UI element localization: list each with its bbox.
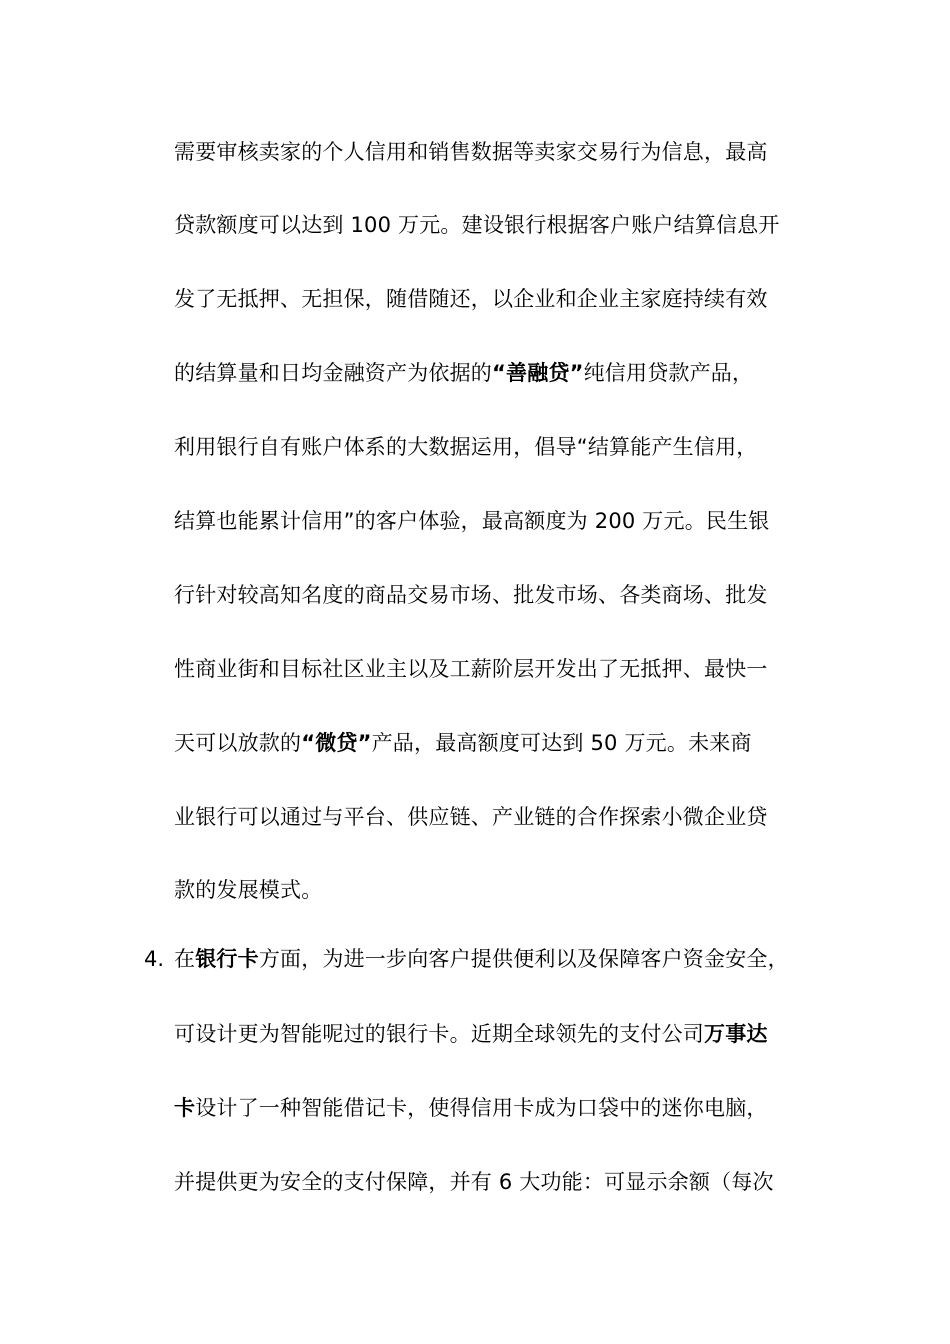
text-run: 贷款额度可以达到 100 万元。建设银行根据客户账户结算信息开 bbox=[174, 213, 780, 237]
text-run: 纯信用贷款产品， bbox=[583, 361, 754, 385]
text-run: 需要审核卖家的个人信用和销售数据等卖家交易行为信息，最高 bbox=[174, 140, 768, 164]
text-run: 结算也能累计信用”的客户体验，最高额度为 200 万元。民生银 bbox=[174, 509, 770, 533]
text-run: 设计了一种智能借记卡，使得信用卡成为口袋中的迷你电脑， bbox=[195, 1096, 768, 1120]
text-run: 天可以放款的 bbox=[174, 731, 302, 755]
text-line bbox=[174, 799, 834, 835]
text-run: 款的发展模式。 bbox=[174, 878, 323, 902]
text-run: 性商业街和目标社区业主以及工薪阶层开发出了无抵押、最快一 bbox=[174, 657, 768, 681]
text-run: 利用银行自有账户体系的大数据运用，倡导“结算能产生信用， bbox=[174, 435, 758, 459]
text-line bbox=[174, 503, 834, 539]
text-run: 发了无抵押、无担保，随借随还，以企业和企业主家庭持续有效 bbox=[174, 287, 768, 311]
text-run: 在 bbox=[174, 947, 196, 971]
bold-term-mastercard: 万事达 bbox=[704, 1022, 768, 1046]
text-run: 方面，为进一步向客户提供便利以及保障客户资金安全， bbox=[258, 947, 789, 971]
text-line bbox=[174, 577, 834, 613]
text-run: 可设计更为智能呢过的银行卡。近期全球领先的支付公司 bbox=[174, 1022, 704, 1046]
text-line bbox=[174, 872, 834, 908]
text-run: 业银行可以通过与平台、供应链、产业链的合作探索小微企业贷 bbox=[174, 805, 768, 829]
text-line bbox=[174, 355, 834, 391]
text-line bbox=[174, 941, 834, 977]
text-line bbox=[174, 1090, 834, 1126]
bold-term-weidai: “微贷” bbox=[301, 731, 372, 755]
text-line bbox=[174, 725, 834, 761]
text-run: 的结算量和日均金融资产为依据的 bbox=[174, 361, 492, 385]
text-line bbox=[174, 134, 834, 170]
text-line bbox=[174, 1164, 834, 1200]
bold-term-mastercard-cont: 卡 bbox=[174, 1096, 196, 1120]
text-line bbox=[174, 651, 834, 687]
text-run: 并提供更为安全的支付保障，并有 6 大功能：可显示余额（每次 bbox=[174, 1170, 774, 1194]
text-run: 产品，最高额度可达到 50 万元。未来商 bbox=[371, 731, 752, 755]
bold-term-bank-card: 银行卡 bbox=[195, 947, 259, 971]
text-run: 行针对较高知名度的商品交易市场、批发市场、各类商场、批发 bbox=[174, 583, 768, 607]
text-line bbox=[174, 281, 834, 317]
text-line bbox=[174, 207, 834, 243]
bold-term-shanrongdai: “善融贷” bbox=[492, 361, 584, 385]
text-line bbox=[174, 1016, 834, 1052]
list-number: 4. bbox=[144, 947, 165, 971]
text-line bbox=[174, 429, 834, 465]
